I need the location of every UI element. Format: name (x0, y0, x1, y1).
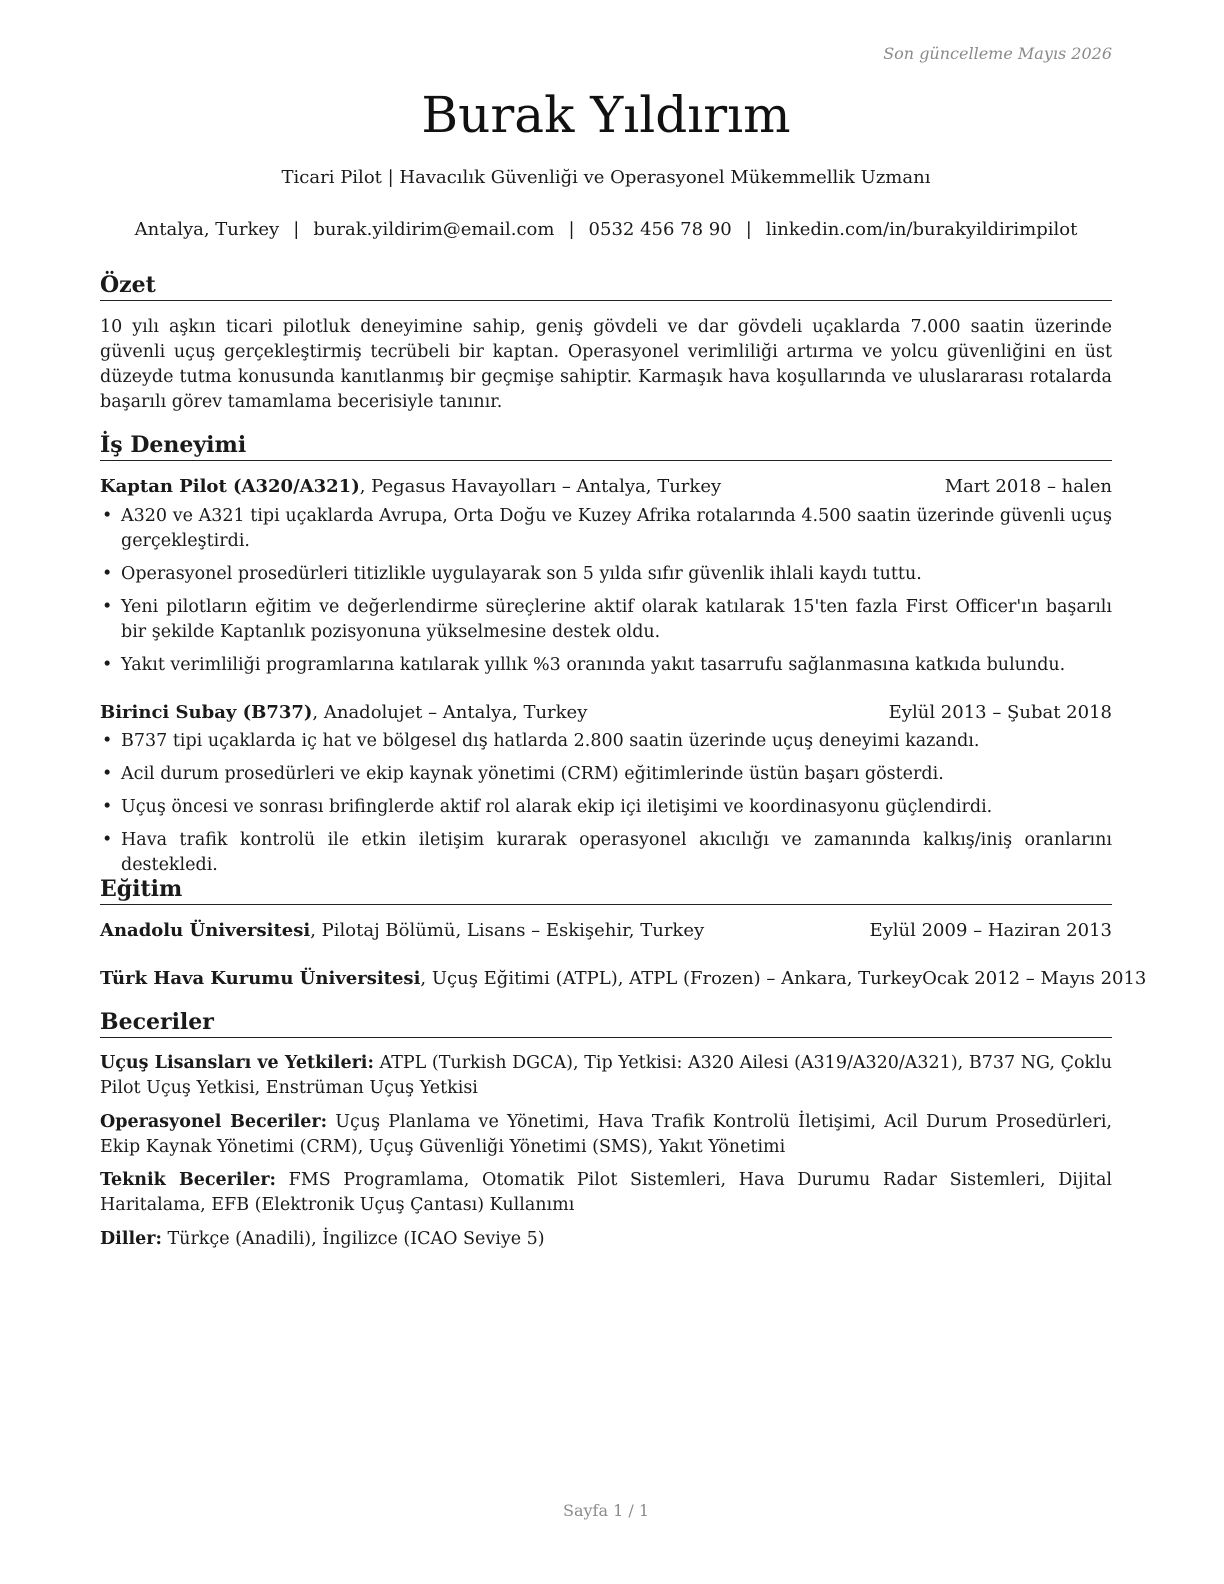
contact-separator: | (745, 219, 752, 240)
skill-label: Diller: (100, 1229, 162, 1249)
contact-linkedin[interactable]: linkedin.com/in/burakyildirimpilot (765, 219, 1078, 240)
job-role: Kaptan Pilot (A320/A321) (100, 476, 360, 497)
page-number: Sayfa 1 / 1 (562, 1501, 649, 1520)
candidate-name: Burak Yıldırım (421, 86, 791, 144)
skill-label: Teknik Beceriler: (100, 1170, 277, 1190)
contact-location: Antalya, Turkey (134, 219, 280, 240)
job-bullets (100, 729, 1112, 886)
education-dates: Eylül 2009 – Haziran 2013 (869, 920, 1112, 941)
section-title-summary: Özet (100, 272, 1112, 301)
education-dates: Ocak 2012 – Mayıs 2013 (922, 968, 1147, 989)
education-title-line (100, 918, 704, 943)
skill-item (100, 1110, 1112, 1160)
section-title-education: Eğitim (100, 876, 1112, 905)
section-title-skills: Beceriler (100, 1009, 1112, 1038)
contact-email[interactable]: burak.yildirim@email.com (313, 219, 555, 240)
job-org: , Anadolujet – Antalya, Turkey (312, 702, 588, 723)
education-detail: , Uçuş Eğitimi (ATPL), ATPL (Frozen) – Ankara, Turkey (420, 968, 923, 989)
skill-label: Uçuş Lisansları ve Yetkileri: (100, 1053, 374, 1073)
job-title-line (100, 474, 721, 499)
list-item: • A320 ve A321 tipi uçaklarda Avrupa, Orta Doğu ve Kuzey Afrika rotalarında 4.500 saatin üzerinde güvenli uçuş gerçekleştirdi. (100, 504, 1112, 554)
job-bullets (100, 504, 1112, 686)
contact-line (100, 219, 1112, 240)
last-updated: Son güncelleme Mayıs 2026 (883, 44, 1112, 63)
headline: Ticari Pilot | Havacılık Güvenliği ve Operasyonel Mükemmellik Uzmanı (281, 167, 931, 188)
list-item: • Uçuş öncesi ve sonrası brifinglerde aktif rol alarak ekip içi iletişimi ve koordinasyonu güçlendirdi. (100, 795, 1112, 820)
education-item (100, 918, 1112, 943)
job-header (100, 474, 1112, 499)
list-item: • Hava trafik kontrolü ile etkin iletişim kurarak operasyonel akıcılığı ve zamanında kalkış/iniş oranlarını destekledi. (100, 828, 1112, 878)
section-title-experience: İş Deneyimi (100, 432, 1112, 461)
job-title-line (100, 700, 587, 725)
skill-text: FMS Programlama, Otomatik Pilot Sistemleri, Hava Durumu Radar Sistemleri, Dijital Haritalama, EFB (Elektronik Uçuş Çantası) Kullanımı (100, 1170, 1112, 1215)
job-role: Birinci Subay (B737) (100, 702, 313, 723)
skill-text: Türkçe (Anadili), İngilizce (ICAO Seviye 5) (161, 1229, 545, 1249)
list-item: • Operasyonel prosedürleri titizlikle uygulayarak son 5 yılda sıfır güvenlik ihlali kaydı tuttu. (100, 562, 1112, 587)
summary-text: 10 yılı aşkın ticari pilotluk deneyimine sahip, geniş gövdeli ve dar gövdeli uçaklarda 7.000 saatin üzerinde güvenli uçuş gerçekleştirmiş tecrübeli bir kaptan. Operasyonel verimliliği artırma ve yolcu güvenliğini en üst düzeyde tutma konusunda kanıtlanmış bir geçmişe sahiptir. Karmaşık hava koşullarında ve uluslararası rotalarda başarılı görev tamamlama becerisiyle tanınır. (100, 317, 1112, 412)
list-item: • Acil durum prosedürleri ve ekip kaynak yönetimi (CRM) eğitimlerinde üstün başarı gösterdi. (100, 762, 1112, 787)
contact-separator: | (568, 219, 575, 240)
education-school: Türk Hava Kurumu Üniversitesi (100, 968, 421, 989)
list-item: • B737 tipi uçaklarda iç hat ve bölgesel dış hatlarda 2.800 saatin üzerinde uçuş deneyimi kazandı. (100, 729, 1112, 754)
job-dates: Eylül 2013 – Şubat 2018 (888, 702, 1112, 723)
education-item (100, 966, 1147, 991)
list-item: • Yakıt verimliliği programlarına katılarak yıllık %3 oranında yakıt tasarrufu sağlanmasına katkıda bulundu. (100, 653, 1112, 678)
resume-page (100, 0, 1147, 1584)
education-school: Anadolu Üniversitesi (100, 920, 311, 941)
education-detail: , Pilotaj Bölümü, Lisans – Eskişehir, Turkey (310, 920, 705, 941)
job-dates: Mart 2018 – halen (944, 476, 1112, 497)
list-item: • Yeni pilotların eğitim ve değerlendirme süreçlerine aktif olarak katılarak 15'ten fazla First Officer'ın başarılı bir şekilde Kaptanlık pozisyonuna yükselmesine destek oldu. (100, 595, 1112, 645)
contact-separator: | (293, 219, 300, 240)
education-title-line (100, 966, 922, 991)
skill-item (100, 1227, 1112, 1252)
job-header (100, 700, 1112, 725)
skill-text: Uçuş Planlama ve Yönetimi, Hava Trafik Kontrolü İletişimi, Acil Durum Prosedürleri, Ekip Kaynak Yönetimi (CRM), Uçuş Güvenliği Yönetimi (SMS), Yakıt Yönetimi (100, 1112, 1112, 1157)
contact-phone: 0532 456 78 90 (588, 219, 732, 240)
skill-item (100, 1168, 1112, 1218)
skill-label: Operasyonel Beceriler: (100, 1112, 328, 1132)
skill-text: ATPL (Turkish DGCA), Tip Yetkisi: A320 Ailesi (A319/A320/A321), B737 NG, Çoklu Pilot Uçuş Yetkisi, Enstrüman Uçuş Yetkisi (100, 1053, 1112, 1098)
skill-item (100, 1051, 1112, 1101)
job-org: , Pegasus Havayolları – Antalya, Turkey (359, 476, 722, 497)
